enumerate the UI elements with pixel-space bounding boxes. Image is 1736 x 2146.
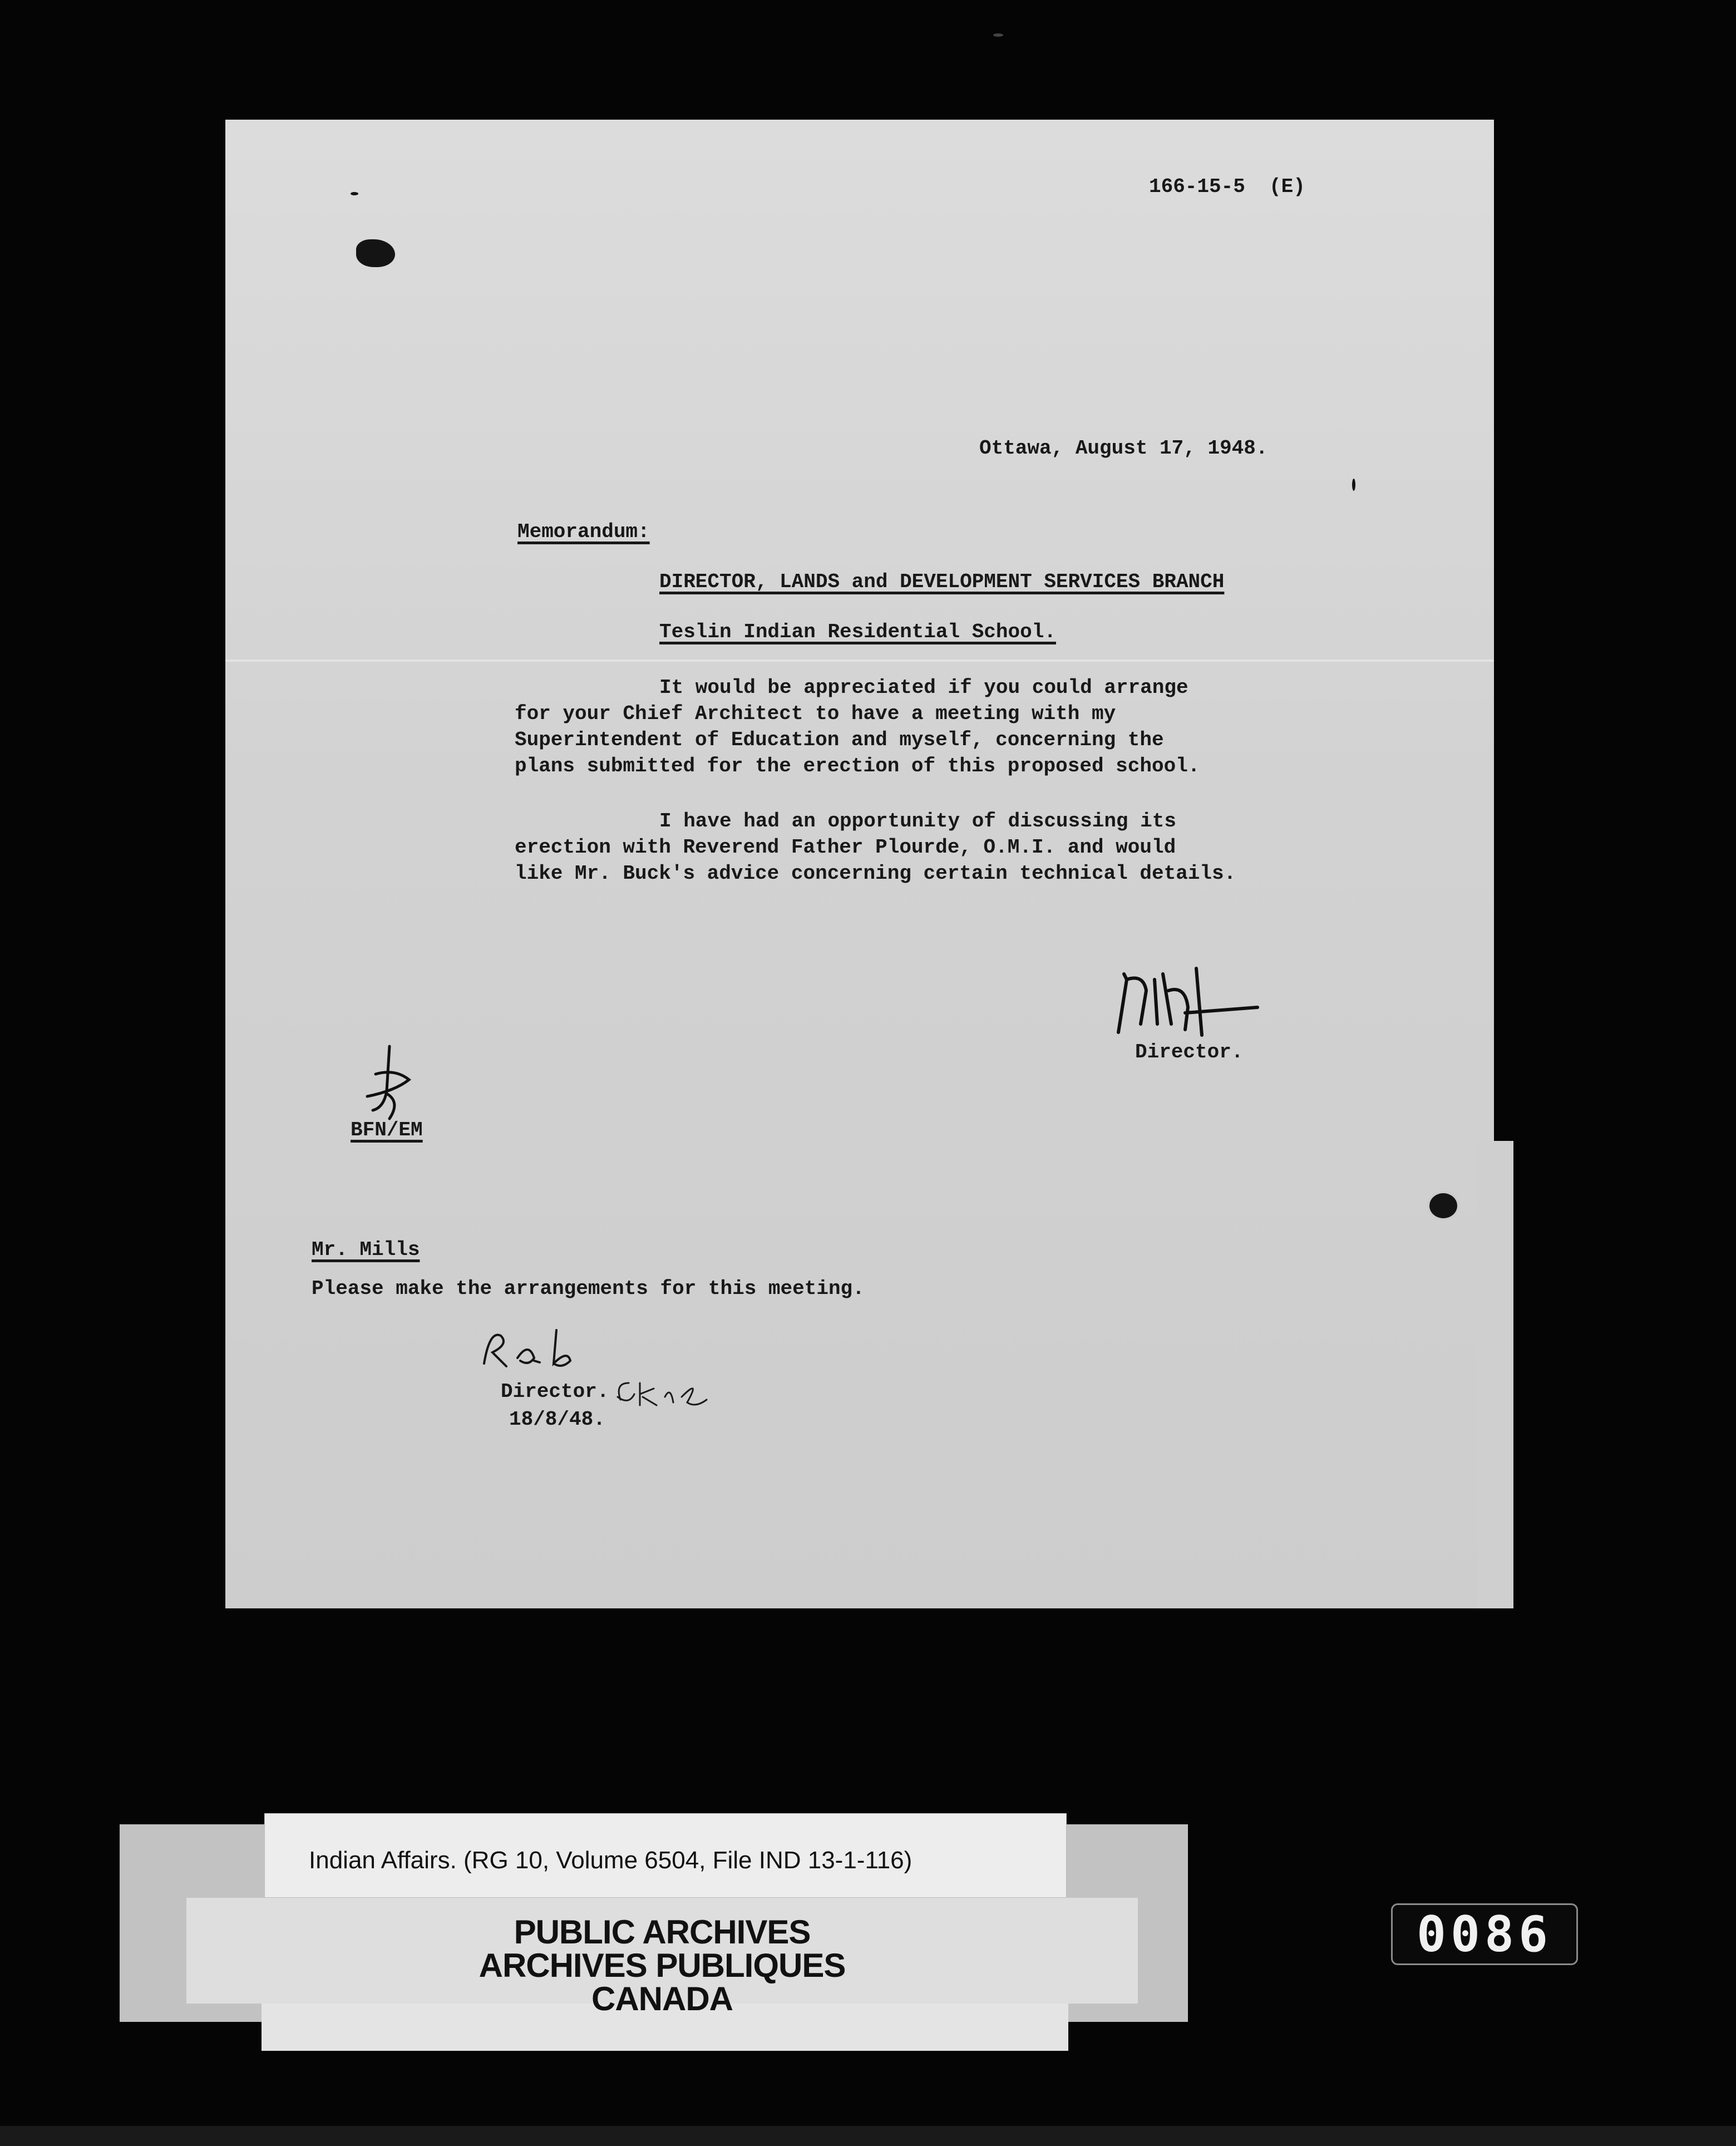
archive-country: CANADA <box>591 1980 733 2017</box>
archive-name-english: PUBLIC ARCHIVES <box>514 1913 811 1951</box>
note-signature-title: Director. <box>501 1380 609 1403</box>
page-edge <box>1477 1141 1513 1608</box>
initials-mark <box>356 1041 428 1124</box>
signature-title: Director. <box>1135 1041 1244 1064</box>
paragraph-1-line: Superintendent of Education and myself, concerning the <box>515 729 1164 751</box>
speck <box>351 192 358 195</box>
ink-blot <box>356 239 395 267</box>
initials-reference: BFN/EM <box>351 1119 423 1141</box>
handwritten-initials <box>612 1372 712 1416</box>
speck <box>1352 479 1355 491</box>
speck <box>993 33 1003 37</box>
date-line: Ottawa, August 17, 1948. <box>979 437 1268 460</box>
paragraph-1-line: for your Chief Architect to have a meeting with my <box>515 702 1116 725</box>
memo-label: Memorandum: <box>517 520 650 543</box>
archive-name-french: ARCHIVES PUBLIQUES <box>479 1947 846 1984</box>
paragraph-2-line: like Mr. Buck's advice concerning certain technical details. <box>515 862 1236 885</box>
director-signature <box>1102 957 1280 1041</box>
ink-blot <box>1427 1191 1459 1220</box>
file-reference: 166-15-5 (E) <box>1149 175 1305 198</box>
film-border <box>0 2126 1736 2146</box>
paragraph-2-line: I have had an opportunity of discussing its <box>659 810 1176 833</box>
subject-line: Teslin Indian Residential School. <box>659 621 1056 643</box>
page-fold-line <box>225 659 1494 662</box>
paragraph-1-line: It would be appreciated if you could arrange <box>659 676 1188 699</box>
archive-citation: Indian Affairs. (RG 10, Volume 6504, File IND 13-1-116) <box>309 1847 913 1874</box>
handwritten-initials <box>479 1319 606 1380</box>
note-body: Please make the arrangements for this meeting. <box>312 1277 865 1300</box>
frame-counter: 0086 <box>1391 1903 1578 1965</box>
paragraph-1-line: plans submitted for the erection of this proposed school. <box>515 755 1200 777</box>
note-date: 18/8/48. <box>509 1408 605 1431</box>
paragraph-2-line: erection with Reverend Father Plourde, O.M.I. and would <box>515 836 1176 859</box>
addressee: DIRECTOR, LANDS and DEVELOPMENT SERVICES BRANCH <box>659 570 1225 593</box>
note-recipient: Mr. Mills <box>312 1238 420 1261</box>
